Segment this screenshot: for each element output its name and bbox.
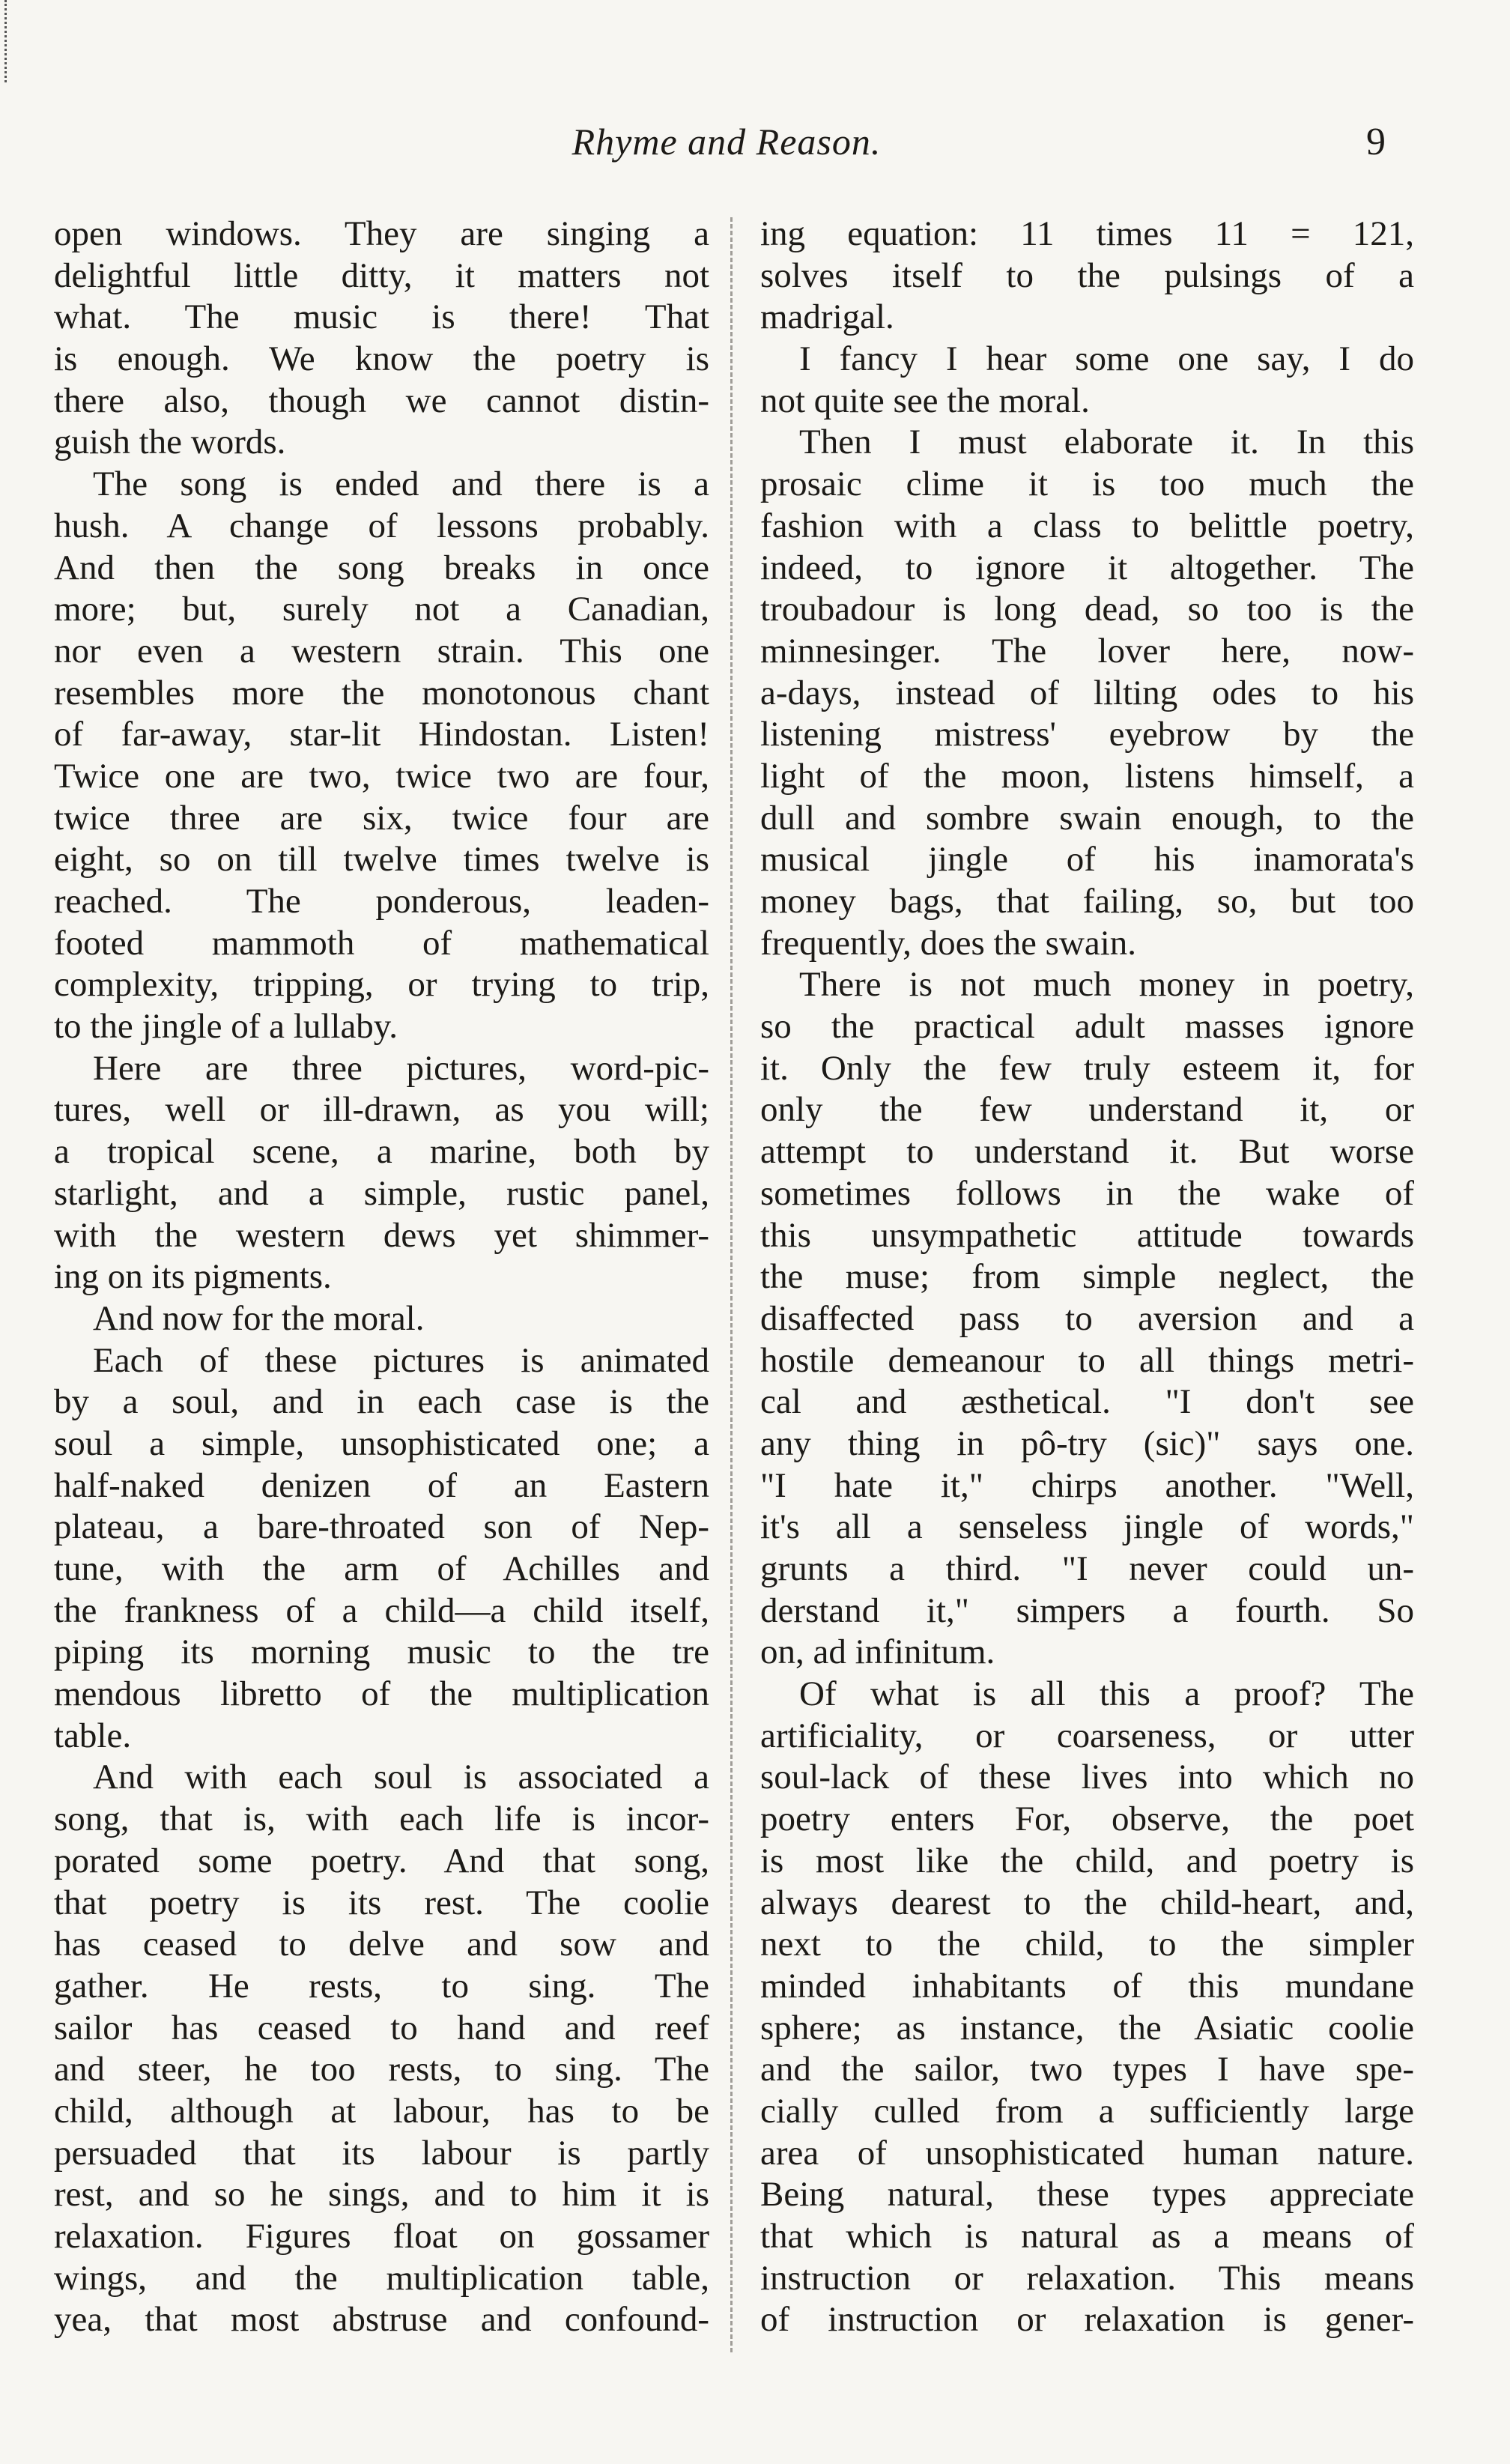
text-line: tune, with the arm of Achilles and xyxy=(54,1549,709,1588)
text-line: listening mistress' eyebrow by the xyxy=(760,715,1414,754)
text-line: a-days, instead of lilting odes to his xyxy=(760,673,1414,712)
text-line: musical jingle of his inamorata's xyxy=(760,840,1414,880)
column-divider xyxy=(730,217,733,2352)
right-text-column xyxy=(760,214,1414,2341)
text-line: And with each soul is associated a xyxy=(93,1758,709,1797)
text-line: piping its morning music to the tre xyxy=(54,1632,709,1672)
text-line: sphere; as instance, the Asiatic coolie xyxy=(760,2008,1414,2047)
text-line: The song is ended and there is a xyxy=(93,464,709,504)
text-line: twice three are six, twice four are xyxy=(54,798,709,838)
text-line: of far-away, star-lit Hindostan. Listen! xyxy=(54,715,709,754)
text-line: wings, and the multiplication table, xyxy=(54,2258,709,2298)
text-line: Being natural, these types appreciate xyxy=(760,2175,1414,2215)
text-line: relaxation. Figures float on gossamer xyxy=(54,2217,709,2256)
text-line: tures, well or ill-drawn, as you will; xyxy=(54,1090,709,1130)
text-line: plateau, a bare-throated son of Nep- xyxy=(54,1507,709,1547)
text-line: not quite see the moral. xyxy=(760,381,1090,420)
text-line: troubadour is long dead, so too is the xyxy=(760,590,1414,629)
text-line: has ceased to delve and sow and xyxy=(54,1925,709,1964)
text-line: and steer, he too rests, to sing. The xyxy=(54,2050,709,2089)
text-line: Then I must elaborate it. In this xyxy=(799,423,1414,462)
text-line: reached. The ponderous, leaden- xyxy=(54,882,709,921)
text-line: and the sailor, two types I have spe- xyxy=(760,2050,1414,2089)
text-line: indeed, to ignore it altogether. The xyxy=(760,548,1414,587)
text-line: only the few understand it, or xyxy=(760,1090,1414,1130)
text-line: And now for the moral. xyxy=(93,1298,425,1338)
text-line: poetry enters For, observe, the poet xyxy=(760,1799,1414,1839)
text-line: resembles more the monotonous chant xyxy=(54,673,709,712)
text-line: soul-lack of these lives into which no xyxy=(760,1758,1414,1797)
text-line: light of the moon, listens himself, a xyxy=(760,756,1414,796)
text-line: what. The music is there! That xyxy=(54,297,709,337)
text-line: soul a simple, unsophisticated one; a xyxy=(54,1423,709,1463)
text-line: that poetry is its rest. The coolie xyxy=(54,1883,709,1922)
text-line: "I hate it," chirps another. "Well, xyxy=(760,1465,1414,1505)
text-line: minded inhabitants of this mundane xyxy=(760,1966,1414,2006)
running-title: Rhyme and Reason. xyxy=(571,121,882,163)
text-line: hostile demeanour to all things metri- xyxy=(760,1340,1414,1380)
text-line: rest, and so he sings, and to him it is xyxy=(54,2175,709,2215)
text-line: dull and sombre swain enough, to the xyxy=(760,798,1414,838)
text-line: I fancy I hear some one say, I do xyxy=(799,339,1414,379)
text-line: always dearest to the child-heart, and, xyxy=(760,1883,1414,1922)
text-line: of instruction or relaxation is gener- xyxy=(760,2300,1414,2340)
text-line: madrigal. xyxy=(760,297,894,337)
text-line: solves itself to the pulsings of a xyxy=(760,255,1414,295)
text-line: fashion with a class to belittle poetry, xyxy=(760,506,1414,545)
text-line: a tropical scene, a marine, both by xyxy=(54,1132,709,1172)
text-line: cially culled from a sufficiently large xyxy=(760,2091,1414,2131)
text-line: to the jingle of a lullaby. xyxy=(54,1007,398,1047)
text-line: with the western dews yet shimmer- xyxy=(54,1215,709,1255)
text-line: cal and æsthetical. "I don't see xyxy=(760,1382,1414,1422)
text-line: on, ad infinitum. xyxy=(760,1632,995,1672)
text-line: area of unsophisticated human nature. xyxy=(760,2133,1414,2173)
text-line: artificiality, or coarseness, or utter xyxy=(760,1716,1414,1755)
text-line: There is not much money in poetry, xyxy=(799,965,1414,1005)
text-line: hush. A change of lessons probably. xyxy=(54,506,709,545)
text-line: ing on its pigments. xyxy=(54,1257,332,1297)
text-line: And then the song breaks in once xyxy=(54,548,709,587)
text-line: is most like the child, and poetry is xyxy=(760,1841,1414,1880)
text-line: guish the words. xyxy=(54,423,286,462)
text-line: sailor has ceased to hand and reef xyxy=(54,2008,709,2047)
page-header xyxy=(45,120,1408,180)
text-line: the frankness of a child—a child itself, xyxy=(54,1590,709,1630)
text-line: instruction or relaxation. This means xyxy=(760,2258,1414,2298)
text-line: ing equation: 11 times 11 = 121, xyxy=(760,214,1414,253)
text-line: attempt to understand it. But worse xyxy=(760,1132,1414,1172)
text-line: minnesinger. The lover here, now- xyxy=(760,631,1414,671)
text-line: table. xyxy=(54,1716,132,1755)
text-line: persuaded that its labour is partly xyxy=(54,2133,709,2173)
text-line: footed mammoth of mathematical xyxy=(54,923,709,963)
text-line: the muse; from simple neglect, the xyxy=(760,1257,1414,1297)
text-line: any thing in pô-try (sic)" says one. xyxy=(760,1423,1414,1463)
text-line: eight, so on till twelve times twelve is xyxy=(54,840,709,880)
text-line: song, that is, with each life is incor- xyxy=(54,1799,709,1839)
text-line: is enough. We know the poetry is xyxy=(54,339,709,379)
text-line: Of what is all this a proof? The xyxy=(799,1674,1414,1714)
text-line: grunts a third. "I never could un- xyxy=(760,1549,1414,1588)
margin-mark xyxy=(4,0,9,82)
text-line: nor even a western strain. This one xyxy=(54,631,709,671)
text-line: gather. He rests, to sing. The xyxy=(54,1966,709,2006)
text-line: frequently, does the swain. xyxy=(760,923,1137,963)
text-line: that which is natural as a means of xyxy=(760,2217,1414,2256)
page-number: 9 xyxy=(1366,121,1386,163)
text-line: mendous libretto of the multiplication xyxy=(54,1674,709,1714)
text-line: so the practical adult masses ignore xyxy=(760,1007,1414,1047)
text-line: there also, though we cannot distin- xyxy=(54,381,709,420)
text-line: money bags, that failing, so, but too xyxy=(760,882,1414,921)
text-line: next to the child, to the simpler xyxy=(760,1925,1414,1964)
left-text-column xyxy=(54,214,709,2341)
text-line: Each of these pictures is animated xyxy=(93,1340,709,1380)
text-line: Twice one are two, twice two are four, xyxy=(54,756,709,796)
text-line: prosaic clime it is too much the xyxy=(760,464,1414,504)
text-line: it's all a senseless jingle of words," xyxy=(760,1507,1414,1547)
text-line: disaffected pass to aversion and a xyxy=(760,1298,1414,1338)
text-line: it. Only the few truly esteem it, for xyxy=(760,1048,1414,1088)
text-line: child, although at labour, has to be xyxy=(54,2091,709,2131)
text-line: by a soul, and in each case is the xyxy=(54,1382,709,1422)
text-line: sometimes follows in the wake of xyxy=(760,1173,1414,1213)
text-line: porated some poetry. And that song, xyxy=(54,1841,709,1880)
text-line: more; but, surely not a Canadian, xyxy=(54,590,709,629)
text-line: yea, that most abstruse and confound- xyxy=(54,2300,709,2340)
text-line: Here are three pictures, word-pic- xyxy=(93,1048,709,1088)
text-line: open windows. They are singing a xyxy=(54,214,709,253)
text-line: half-naked denizen of an Eastern xyxy=(54,1465,709,1505)
text-line: starlight, and a simple, rustic panel, xyxy=(54,1173,709,1213)
text-line: this unsympathetic attitude towards xyxy=(760,1215,1414,1255)
text-line: delightful little ditty, it matters not xyxy=(54,255,709,295)
text-line: derstand it," simpers a fourth. So xyxy=(760,1590,1414,1630)
text-line: complexity, tripping, or trying to trip, xyxy=(54,965,709,1005)
